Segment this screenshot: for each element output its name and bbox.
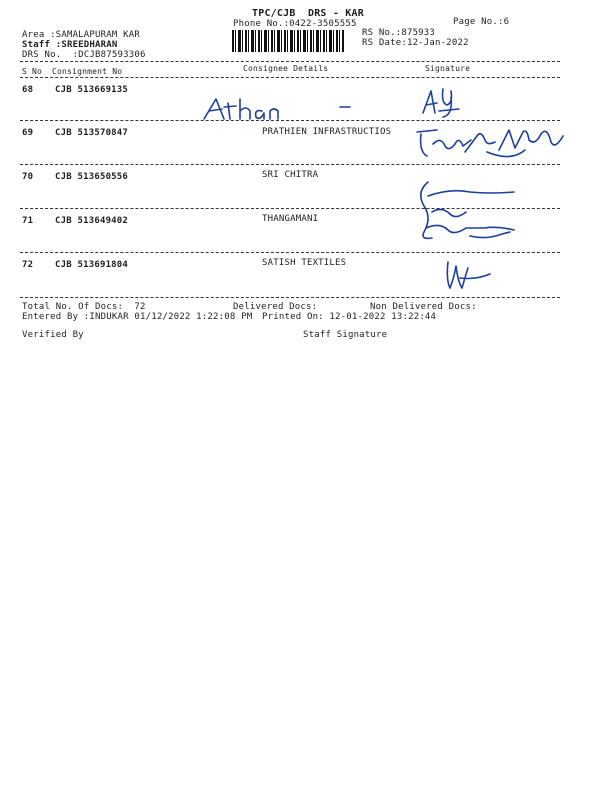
row-sno: 70: [22, 172, 34, 182]
staff-signature: Staff Signature: [303, 330, 388, 340]
columns-divider: [20, 77, 560, 78]
row-consignee: SATISH TEXTILES: [262, 258, 347, 268]
rs-date: RS Date:12-Jan-2022: [362, 38, 469, 48]
printed-on: Printed On: 12-01-2022 13:22:44: [262, 312, 437, 322]
row-consignment: CJB 513649402: [55, 216, 129, 226]
row-divider: [20, 252, 560, 253]
page-number: Page No.:6: [453, 17, 510, 27]
header-divider: [20, 61, 560, 62]
signature-row68: [415, 85, 475, 120]
area-label: Area :SAMALAPURAM KAR: [22, 30, 140, 40]
drs-number: DRS No. :DCJB87593306: [22, 50, 146, 60]
verified-by: Verified By: [22, 330, 84, 340]
row-consignment: CJB 513570847: [55, 128, 129, 138]
col-consignment: Consignment No: [52, 67, 123, 76]
row-consignment: CJB 513669135: [55, 85, 129, 95]
signature-row69: [415, 122, 575, 167]
row-consignee: SRI CHITRA: [262, 170, 319, 180]
rs-number: RS No.:875933: [362, 28, 436, 38]
handwritten-name-row68: [200, 95, 360, 125]
non-delivered-docs: Non Delivered Docs:: [370, 302, 477, 312]
sheet-title: TPC/CJB DRS - KAR: [252, 8, 364, 19]
row-sno: 68: [22, 85, 34, 95]
delivered-docs: Delivered Docs:: [233, 302, 318, 312]
row-sno: 69: [22, 128, 34, 138]
signature-row70-71: [410, 178, 520, 248]
phone-number: Phone No.:0422-3505555: [233, 19, 357, 29]
row-consignment: CJB 513650556: [55, 172, 129, 182]
col-consignee: Consignee Details: [243, 64, 329, 73]
row-consignee: THANGAMANI: [262, 214, 319, 224]
row-divider: [20, 297, 560, 298]
row-sno: 72: [22, 260, 34, 270]
col-signature: Signature: [425, 64, 471, 73]
staff-label: Staff :SREEDHARAN: [22, 40, 118, 50]
signature-row72: [440, 258, 500, 293]
row-consignee: PRATHIEN INFRASTRUCTIOS: [262, 127, 392, 137]
barcode: [232, 30, 344, 52]
row-consignment: CJB 513691804: [55, 260, 129, 270]
col-sno: S No: [22, 67, 43, 76]
entered-by: Entered By :INDUKAR 01/12/2022 1:22:08 PM: [22, 312, 253, 322]
total-docs: Total No. Of Docs: 72: [22, 302, 146, 312]
row-sno: 71: [22, 216, 34, 226]
